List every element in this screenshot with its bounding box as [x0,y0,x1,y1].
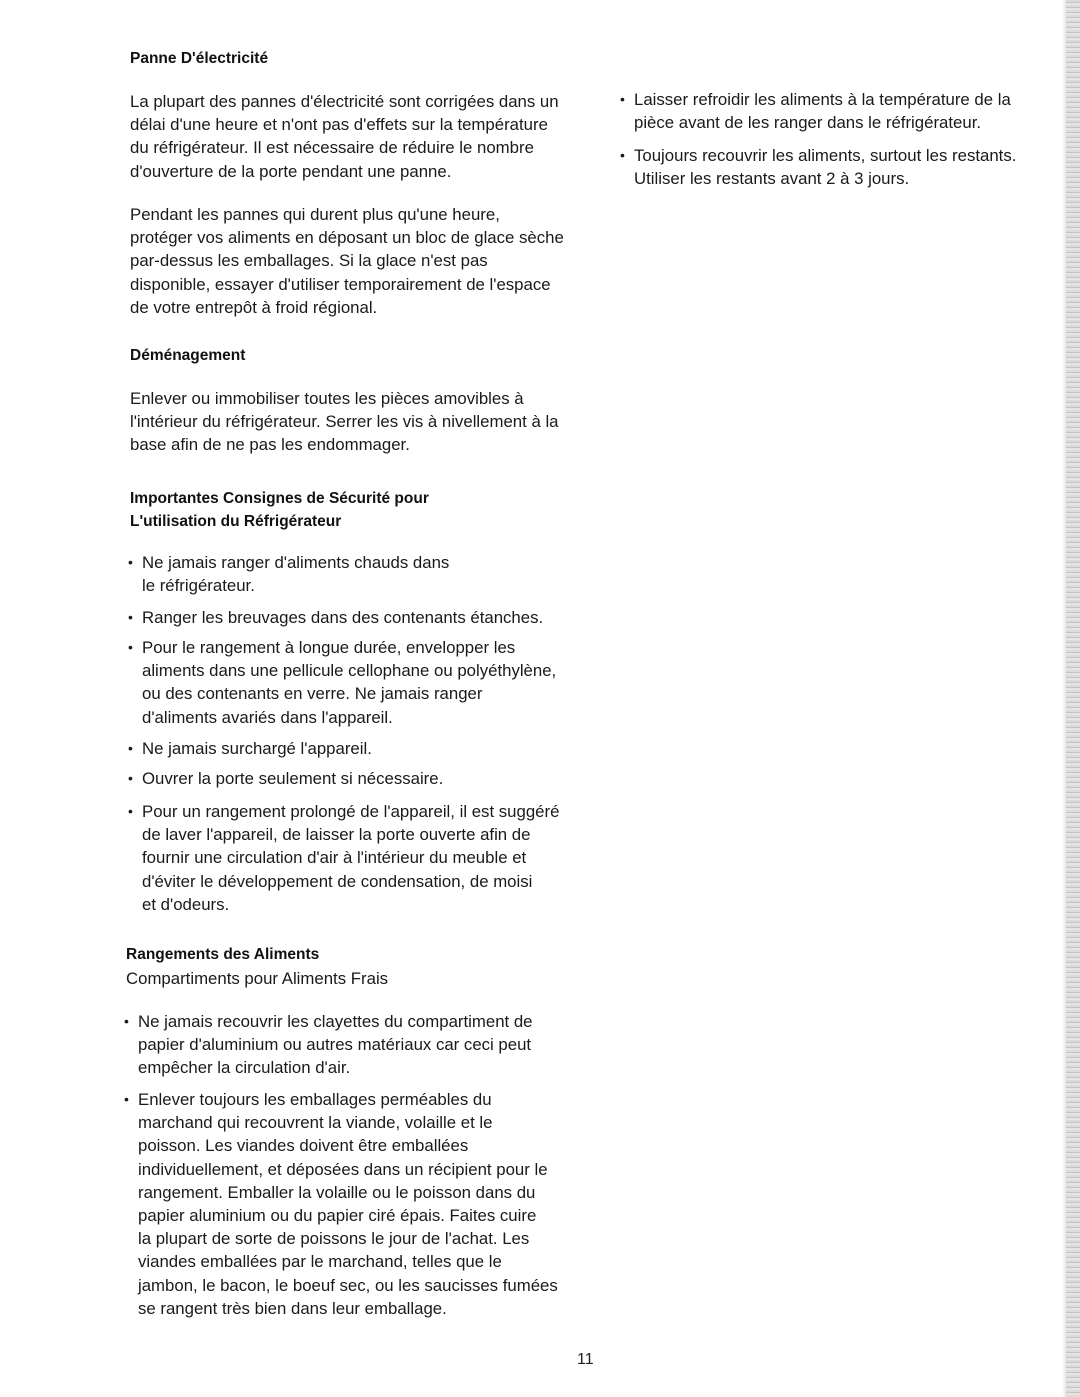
bullet-text-line: jambon, le bacon, le boeuf sec, ou les saucisses fumées [138,1275,558,1295]
bullet-text-line: Ne jamais ranger d'aliments chauds dans [142,553,450,572]
bullet-text-line: Pour un rangement prolongé de l'appareil, il est suggéré [142,802,560,821]
bullet-text-line: et d'odeurs. [142,894,230,914]
bullet-text-line: viandes emballées par le marchand, telles que le [138,1252,502,1272]
bullet-text-line: Laisser refroidir les aliments à la température de la [634,90,1011,109]
bullet-text-line: Ne jamais recouvrir les clayettes du compartiment de [138,1012,533,1031]
scan-edge-texture [1066,0,1080,1397]
bullet-dot-icon: • [124,1091,129,1107]
scan-edge-shadow [1062,0,1066,1397]
bullet-text-line: papier d'aluminium ou autres matériaux car ceci peut [138,1035,532,1055]
bullet-text [138,1088,558,1320]
section-heading-demenagement: Déménagement [130,347,246,364]
bullet-text-line: Enlever toujours les emballages perméables du [138,1090,492,1109]
section-heading-rangements: Rangements des Aliments [126,946,320,963]
bullet-dot-icon: • [620,147,625,163]
bullet-text [142,606,543,629]
bullet-text-line: se rangent très bien dans leur emballage. [138,1298,447,1318]
bullet-text-line: ou des contenants en verre. Ne jamais ranger [142,684,483,704]
bullet-text [634,144,1016,190]
section-heading-consignes-1: Importantes Consignes de Sécurité pour [130,490,429,507]
bullet-text [142,800,559,916]
bullet-dot-icon: • [128,639,133,655]
bullet-dot-icon: • [124,1013,129,1029]
bullet-text-line: Pour le rangement à longue durée, envelopper les [142,638,516,657]
bullet-text-line: la plupart de sorte de poissons le jour de l'achat. Les [138,1229,530,1249]
subsection-title-aliments-frais: Compartiments pour Aliments Frais [126,969,389,988]
bullet-text-line: d'aliments avariés dans l'appareil. [142,707,393,727]
bullet-text-line: empêcher la circulation d'air. [138,1058,351,1078]
bullet-text-line: aliments dans une pellicule cellophane ou polyéthylène, [142,661,557,681]
section-heading-panne: Panne D'électricité [130,50,269,67]
bullet-text-line: individuellement, et déposées dans un récipient pour le [138,1159,548,1179]
paragraph-panne-1: La plupart des pannes d'électricité sont corrigées dans un délai d'une heure et n'ont pas d'effets sur la température du réfrigérateur. Il est nécessaire de réduire le nombre d'ouverture de la porte pendant une panne. [130,92,559,181]
bullet-text-line: Ranger les breuvages dans des contenants étanches. [142,608,544,627]
bullet-text-line: Ne jamais surchargé l'appareil. [142,739,372,758]
paragraph-panne-2: Pendant les pannes qui durent plus qu'une heure, protéger vos aliments en déposant un bloc de glace sèche par-dessus les emballages. Si la glace n'est pas disponible, essayer d'utiliser temporairement de l'espace de votre entrepôt à froid régional. [130,205,564,317]
bullet-text [142,737,372,760]
bullet-text-line: poisson. Les viandes doivent être emballées [138,1136,469,1156]
bullet-text-line: rangement. Emballer la volaille ou le poisson dans du [138,1182,536,1202]
bullet-text-line: pièce avant de les ranger dans le réfrigérateur. [634,113,982,133]
bullet-text [142,551,449,597]
bullet-dot-icon: • [128,609,133,625]
bullet-dot-icon: • [620,91,625,107]
section-heading-consignes-2: L'utilisation du Réfrigérateur [130,513,342,530]
bullet-dot-icon: • [128,740,133,756]
paragraph-demenagement: Enlever ou immobiliser toutes les pièces amovibles à l'intérieur du réfrigérateur. Serrer les vis à nivellement à la base afin de ne pas les endommager. [130,389,559,455]
bullet-dot-icon: • [128,554,133,570]
bullet-text-line: d'éviter le développement de condensation, de moisi [142,871,533,891]
bullet-text [142,767,443,790]
bullet-text-line: le réfrigérateur. [142,576,255,596]
bullet-text-line: papier aluminium ou du papier ciré épais. Faites cuire [138,1206,537,1226]
bullet-dot-icon: • [128,770,133,786]
bullet-text-line: marchand qui recouvrent la viande, volaille et le [138,1113,493,1133]
bullet-text-line: Ouvrer la porte seulement si nécessaire. [142,769,444,788]
bullet-text-line: Utiliser les restants avant 2 à 3 jours. [634,169,910,189]
bullet-text [142,636,556,729]
bullet-dot-icon: • [128,803,133,819]
bullet-text [634,88,1011,134]
bullet-text-line: Toujours recouvrir les aliments, surtout les restants. [634,146,1017,165]
bullet-text [138,1010,533,1080]
bullet-text-line: fournir une circulation d'air à l'intérieur du meuble et [142,848,527,868]
page-number: 11 [577,1351,594,1368]
bullet-text-line: de laver l'appareil, de laisser la porte ouverte afin de [142,825,531,845]
